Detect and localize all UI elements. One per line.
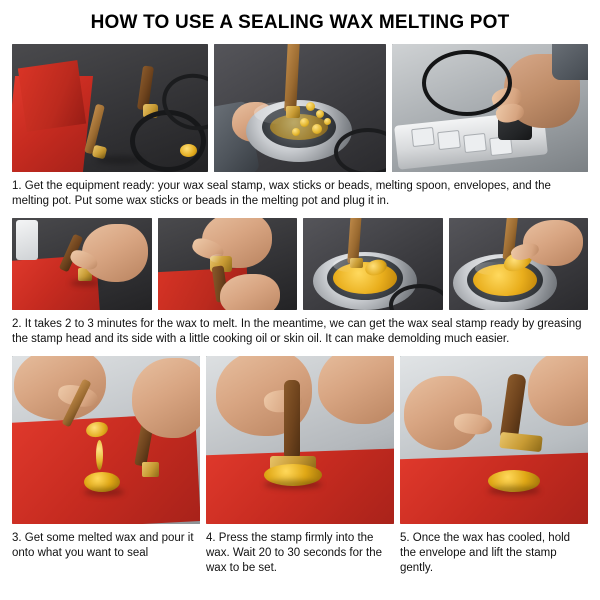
photo-row-2 [12, 218, 588, 310]
photo-pouring-wax [12, 356, 200, 524]
step-5-caption: 5. Once the wax has cooled, hold the envelope and lift the stamp gently. [400, 532, 571, 574]
photo-row-1 [12, 44, 588, 172]
photo-greasing-stamp [158, 218, 298, 310]
photo-melted-wax-in-pot [303, 218, 443, 310]
step-1-caption: 1. Get the equipment ready: your wax seal stamp, wax sticks or beads, melting spoon, envelopes, and the melting pot. Put some wax sticks or beads in the melting pot and plug it in. [12, 180, 551, 207]
photo-oil-and-stamp [12, 218, 152, 310]
page-title: HOW TO USE A SEALING WAX MELTING POT [90, 12, 510, 33]
photo-equipment-laid-out [12, 44, 208, 172]
step-3-caption: 3. Get some melted wax and pour it onto what you want to seal [12, 532, 194, 559]
photo-row-3 [12, 356, 588, 524]
step-2-caption: 2. It takes 2 to 3 minutes for the wax to melt. In the meantime, we can get the wax seal stamp ready by greasing the stamp head and its side with a little cooking oil or skin oil. It can make demolding much easier. [12, 318, 582, 345]
step-345-captions [12, 531, 588, 576]
step-4-caption: 4. Press the stamp firmly into the wax. Wait 20 to 30 seconds for the wax to be set. [206, 532, 382, 574]
photo-lifting-stamp [400, 356, 588, 524]
photo-pressing-stamp [206, 356, 394, 524]
photo-plugging-in [392, 44, 588, 172]
photo-scooping-wax [449, 218, 589, 310]
photo-beads-into-pot [214, 44, 387, 172]
